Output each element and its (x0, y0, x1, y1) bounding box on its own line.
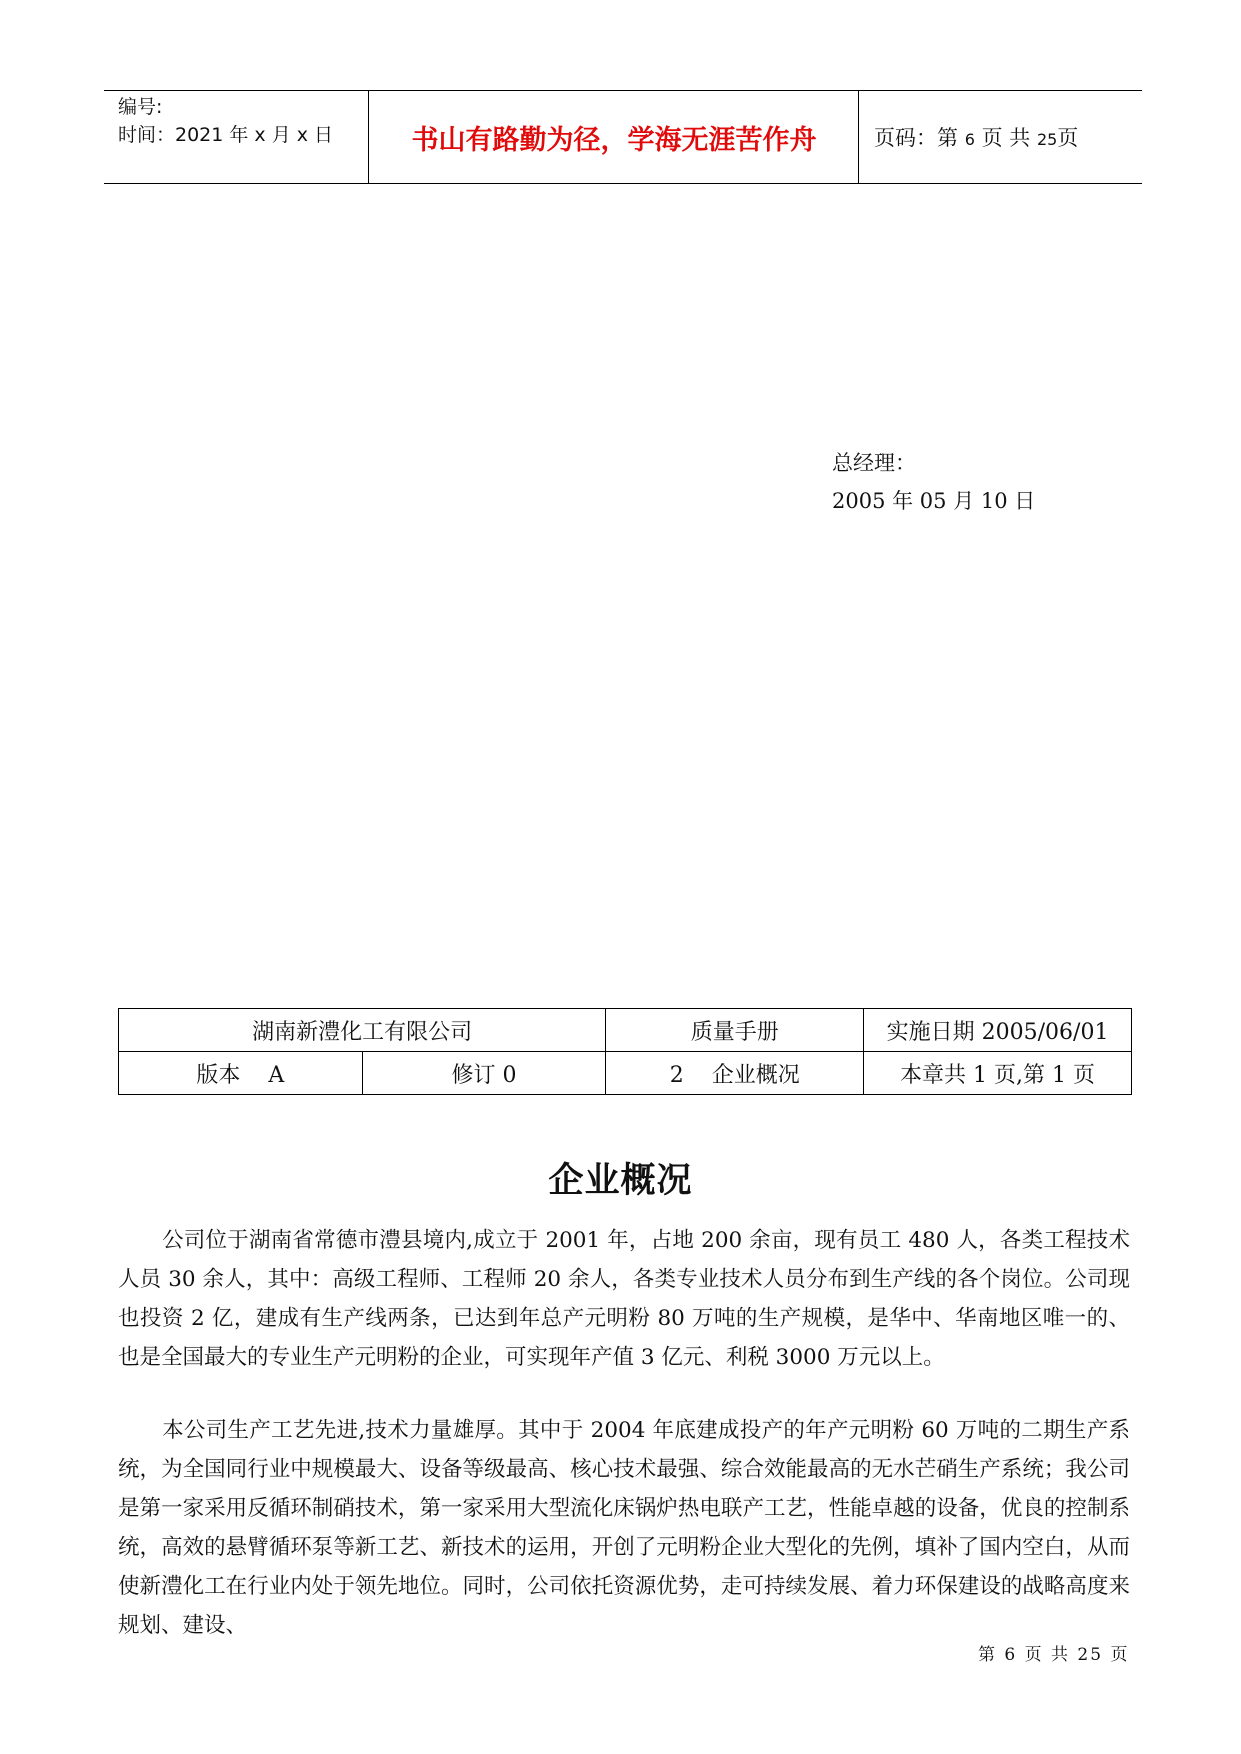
chapter-pages-cell: 本章共 1 页,第 1 页 (864, 1052, 1132, 1095)
page-total: 25 (1036, 130, 1058, 149)
table-row (119, 1052, 1132, 1095)
signature-title: 总经理： (832, 451, 916, 475)
signature-block (832, 444, 1035, 520)
table-row (119, 1009, 1132, 1052)
signature-date: 2005 年 05 月 10 日 (832, 489, 1036, 513)
header-divider (368, 91, 369, 183)
page-current: 6 (964, 130, 975, 149)
effective-date: 实施日期 2005/06/01 (864, 1009, 1132, 1052)
manual-name: 质量手册 (606, 1009, 864, 1052)
header-page-number (874, 122, 1078, 152)
page-prefix: 页码：第 (874, 126, 958, 150)
header-meta (118, 93, 333, 149)
serial-label: 编号: (118, 96, 163, 118)
document-info-table (118, 1008, 1132, 1095)
chapter-cell: 2 企业概况 (606, 1052, 864, 1095)
page-mid: 页 共 (981, 126, 1031, 150)
page-footer: 第 6 页 共 25 页 (978, 1645, 1130, 1665)
revision-cell: 修订 0 (362, 1052, 606, 1095)
header-divider (858, 91, 859, 183)
section-title: 企业概况 (548, 1160, 693, 1201)
page-suffix: 页 (1057, 126, 1079, 150)
page-header (104, 90, 1142, 184)
body-paragraph: 公司位于湖南省常德市澧县境内,成立于 2001 年，占地 200 余亩，现有员工 480 人，各类工程技术人员 30 余人，其中：高级工程师、工程师 20 余人，各类专业技术人员分布到生产线的各个岗位。公司现也投资 2 亿，建成有生产线两条，已达到年总产元明粉 80 万吨的生产规模，是华中、华南地区唯一的、也是全国最大的专业生产元明粉的企业，可实现年产值 3 亿元、利税 3000 万元以上。 (118, 1228, 1130, 1370)
version-cell: 版本 A (119, 1052, 363, 1095)
header-motto: 书山有路勤为径，学海无涯苦作舟 (411, 125, 817, 156)
body-paragraph: 本公司生产工艺先进,技术力量雄厚。其中于 2004 年底建成投产的年产元明粉 60 万吨的二期生产系统，为全国同行业中规模最大、设备等级最高、核心技术最强、综合效能最高的无水芒硝生产系统；我公司是第一家采用反循环制硝技术，第一家采用大型流化床锅炉热电联产工艺，性能卓越的设备，优良的控制系统，高效的悬臂循环泵等新工艺、新技术的运用，开创了元明粉企业大型化的先例，填补了国内空白，从而使新澧化工在行业内处于领先地位。同时，公司依托资源优势，走可持续发展、着力环保建设的战略高度来规划、建设、 (118, 1418, 1130, 1638)
company-name: 湖南新澧化工有限公司 (119, 1009, 606, 1052)
time-label: 时间：2021 年 x 月 x 日 (118, 124, 334, 146)
